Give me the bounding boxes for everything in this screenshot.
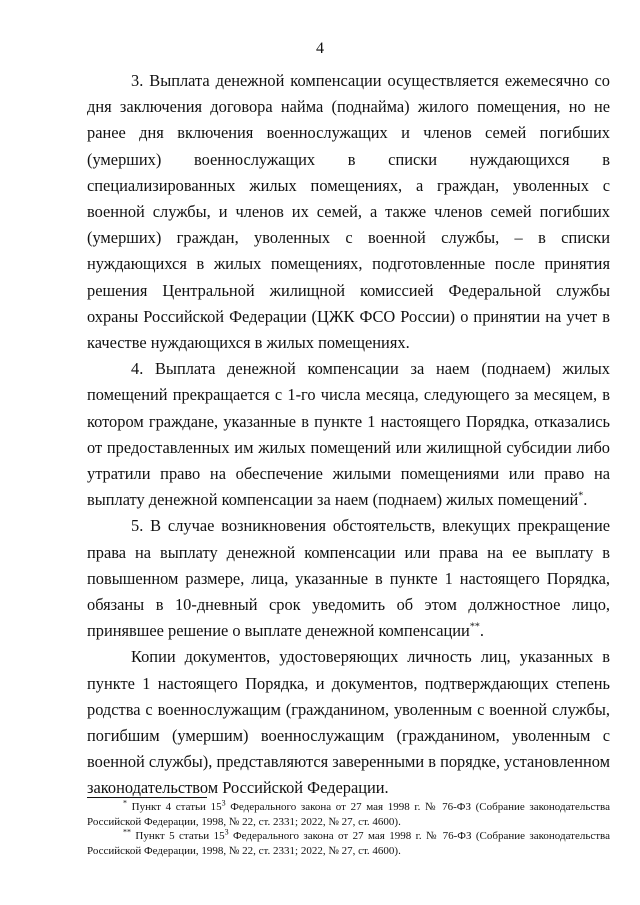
paragraph-copies bbox=[87, 644, 610, 801]
paragraph-5 bbox=[87, 513, 610, 644]
paragraph-4 bbox=[87, 356, 610, 513]
footnote-1 bbox=[87, 800, 610, 829]
footnote-2-text-a: Пункт 5 статьи 15 bbox=[131, 830, 225, 842]
footnote-1-text-a: Пункт 4 статьи 15 bbox=[127, 801, 222, 813]
footnote-1-sup: 3 bbox=[221, 798, 226, 808]
footnote-1-mark: * bbox=[123, 798, 127, 808]
footnote-separator bbox=[87, 797, 207, 798]
footnote-2-sup: 3 bbox=[224, 827, 229, 837]
paragraph-copies-text: Копии документов, удостоверяющих личность лиц, указанных в пункте 1 настоящего Порядка, и документов, подтверждающих степень родства с военнослужащим (гражданином, уволенным с военной службы, погибшим (умершим) военнослужащим (гражданином, уволенным с военной службы), представляются заверенными в порядке, установленном законодательством Российской Федерации. bbox=[87, 647, 610, 798]
paragraph-3-text: 3. Выплата денежной компенсации осуществляется ежемесячно со дня заключения договора найма (поднайма) жилого помещения, но не ранее дня включения военнослужащих и членов семей погибших (умерших) военнослужащих в списки нуждающихся в специализированных жилых помещениях, а граждан, уволенных с военной службы, и членов их семей, а также членов семей погибших (умерших) граждан, уволенных с военной службы, – в списки нуждающихся в жилых помещениях, подготовленные после принятия решения Центральной жилищной комиссией Федеральной службы охраны Российской Федерации (ЦЖК ФСО России) о принятии на учет в качестве нуждающихся в жилых помещениях. bbox=[87, 71, 610, 353]
footnote-2 bbox=[87, 829, 610, 858]
footnote-1-text-b: Федерального закона от 27 мая 1998 г. № 76-ФЗ (Собрание законодательства Российской Федерации, 1998, № 22, ст. 2331; 2022, № 27, ст. 4600). bbox=[87, 801, 610, 828]
footnote-2-mark: ** bbox=[123, 827, 131, 837]
paragraph-5-end: . bbox=[479, 621, 484, 641]
document-body bbox=[87, 68, 610, 802]
footnote-ref-1: * bbox=[578, 490, 584, 502]
paragraph-3 bbox=[87, 68, 610, 356]
footnotes bbox=[87, 800, 610, 858]
paragraph-4-text: 4. Выплата денежной компенсации за наем (поднаем) жилых помещений прекращается с 1-го числа месяца, следующего за месяцем, в котором граждане, указанные в пункте 1 настоящего Порядка, отказались от предоставленных им жилых помещений или жилищной субсидии либо утратили право на обеспечение жилыми помещениями или право на выплату денежной компенсации за наем (поднаем) жилых помещений bbox=[87, 359, 610, 510]
footnote-2-text-b: Федерального закона от 27 мая 1998 г. № 76-ФЗ (Собрание законодательства Российской Федерации, 1998, № 22, ст. 2331; 2022, № 27, ст. 4600). bbox=[87, 830, 610, 857]
page-number: 4 bbox=[316, 40, 324, 57]
paragraph-4-end: . bbox=[583, 490, 588, 510]
paragraph-5-text: 5. В случае возникновения обстоятельств, влекущих прекращение права на выплату денежной компенсации или права на ее выплату в повышенном размере, лица, указанные в пункте 1 настоящего Порядка, обязаны в 10-дневный срок уведомить об этом должностное лицо, принявшее решение о выплате денежной компенсации bbox=[87, 516, 610, 641]
footnote-ref-2: ** bbox=[469, 621, 480, 633]
